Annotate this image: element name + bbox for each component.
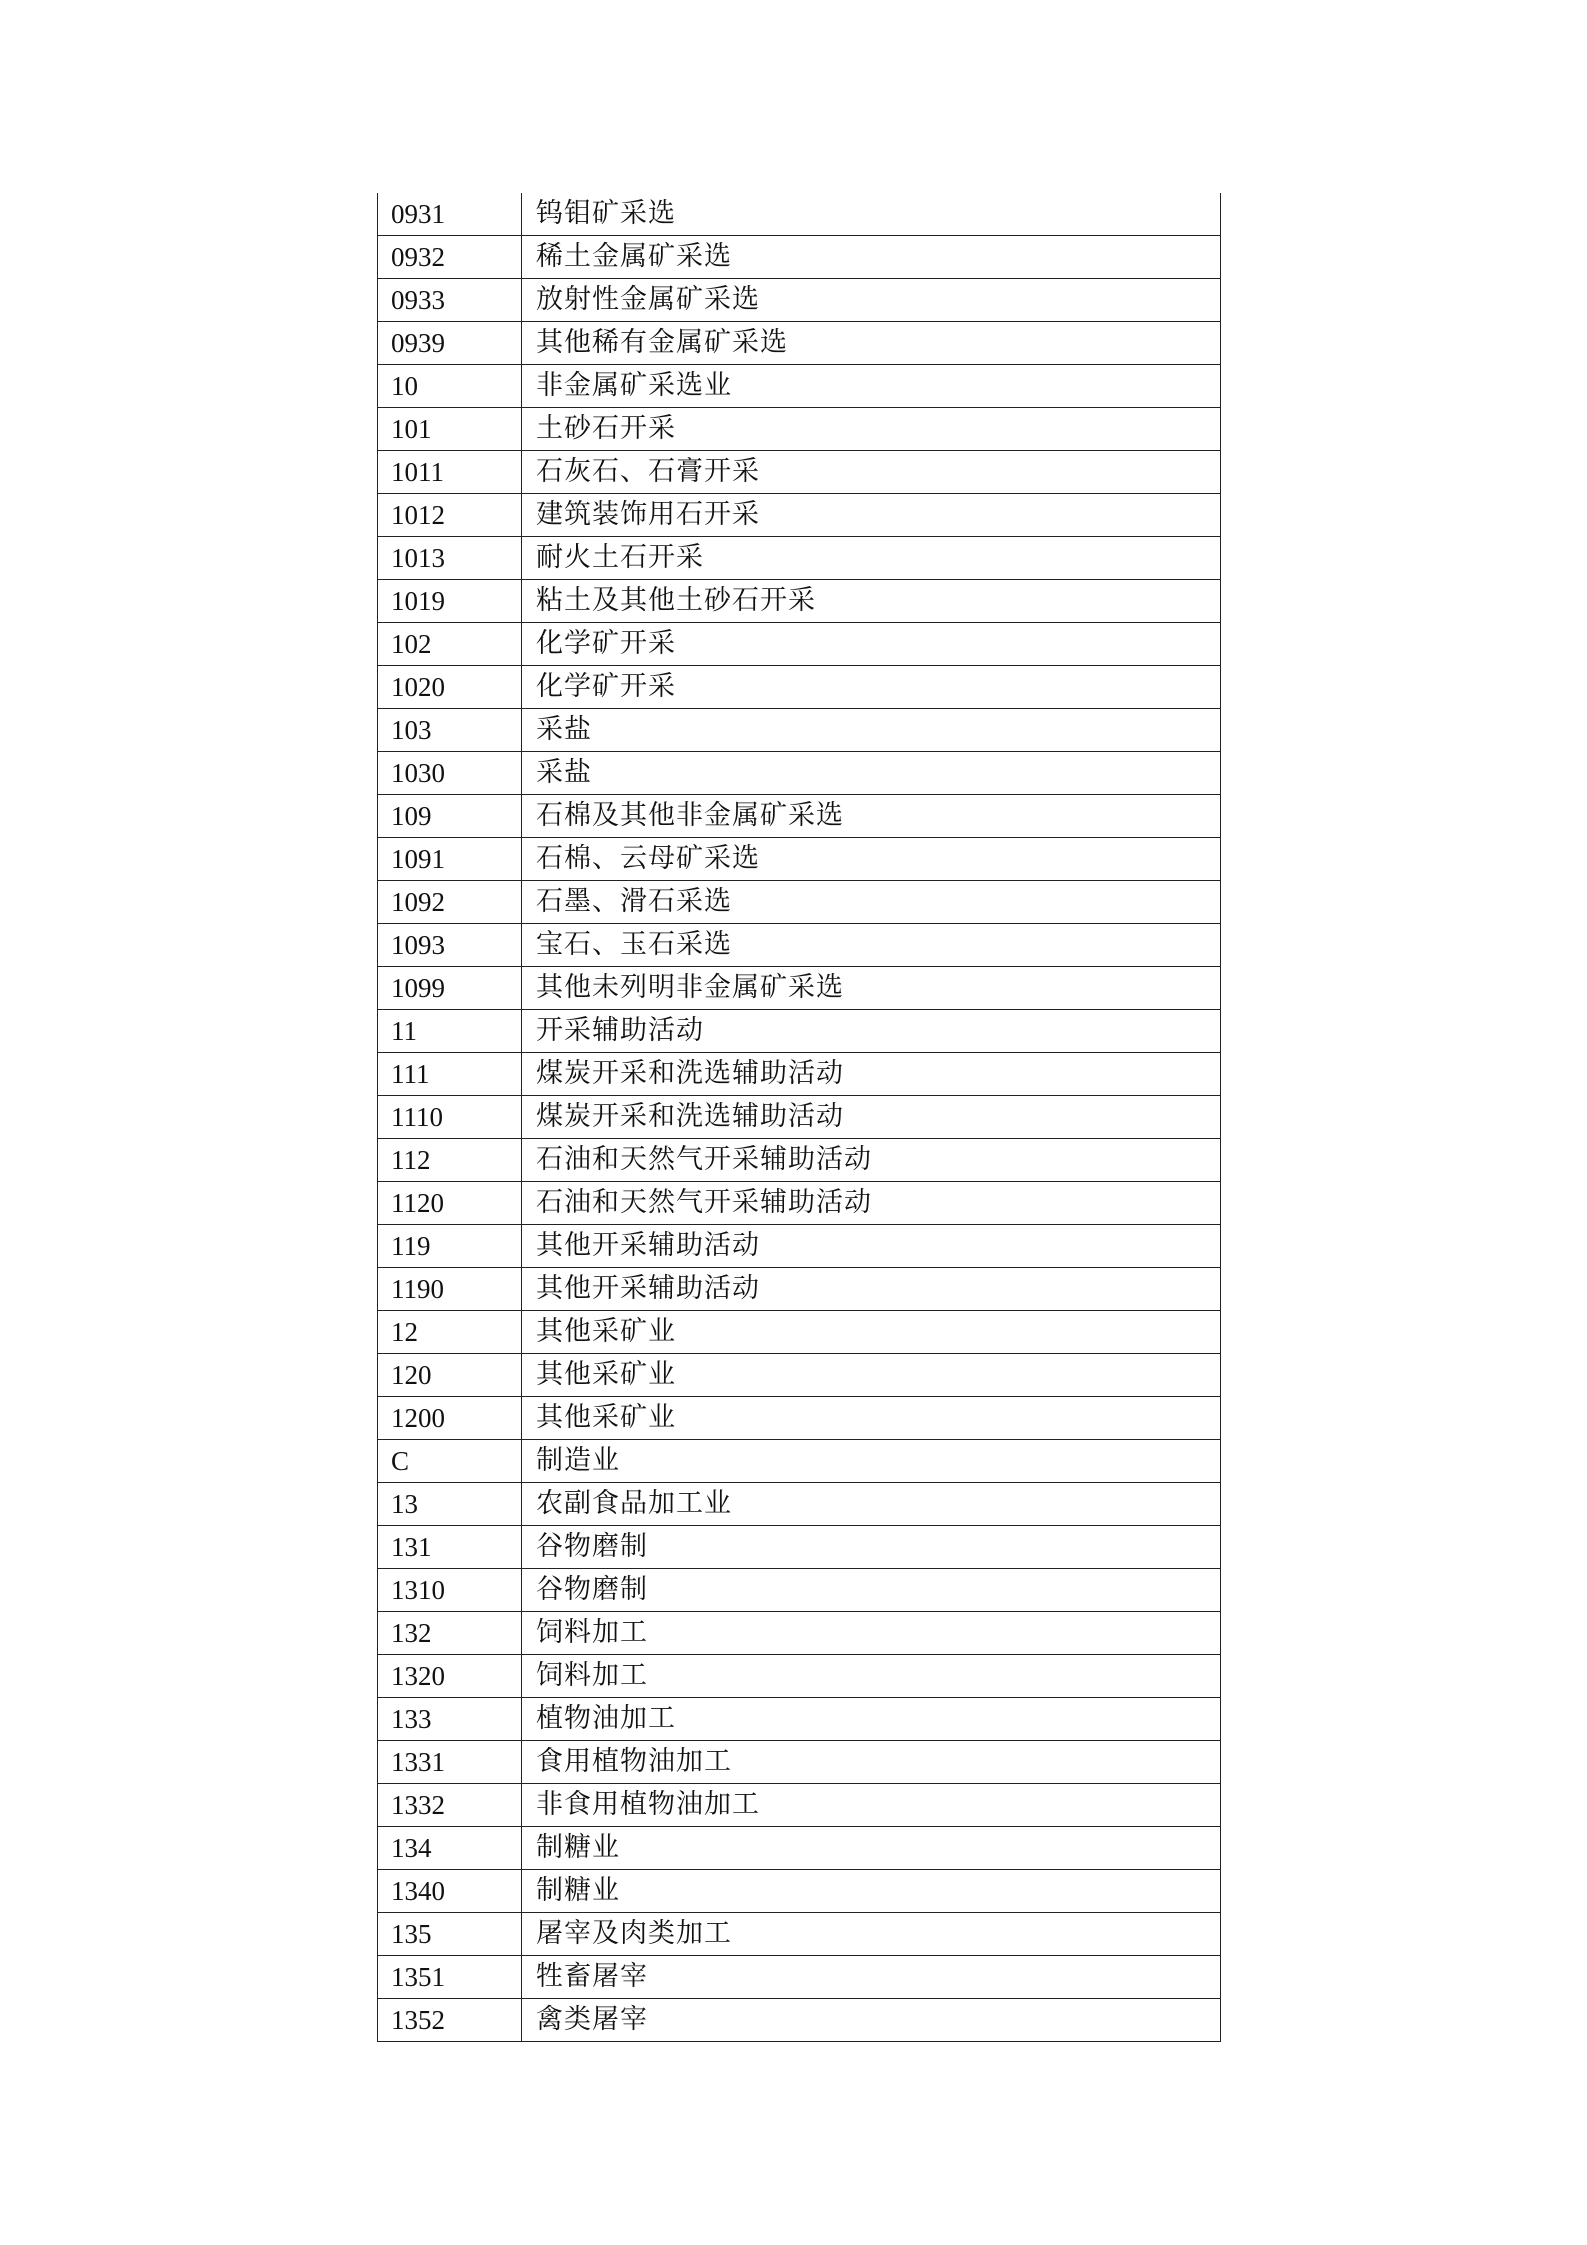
industry-code-cell: 1099 — [378, 967, 522, 1010]
industry-code-cell: 1011 — [378, 451, 522, 494]
industry-code-cell: 112 — [378, 1139, 522, 1182]
industry-code-cell: 1091 — [378, 838, 522, 881]
industry-name-cell: 其他稀有金属矿采选 — [522, 322, 1221, 365]
table-row — [378, 1225, 1221, 1268]
industry-code-cell: 0932 — [378, 236, 522, 279]
industry-code-cell: 1331 — [378, 1741, 522, 1784]
industry-name-cell: 植物油加工 — [522, 1698, 1221, 1741]
industry-name-cell: 制糖业 — [522, 1870, 1221, 1913]
industry-code-cell: 1200 — [378, 1397, 522, 1440]
industry-code-cell: 12 — [378, 1311, 522, 1354]
table-row — [378, 1096, 1221, 1139]
table-row — [378, 709, 1221, 752]
table-row — [378, 838, 1221, 881]
table-row — [378, 924, 1221, 967]
table-row — [378, 580, 1221, 623]
table-row — [378, 1526, 1221, 1569]
industry-name-cell: 非金属矿采选业 — [522, 365, 1221, 408]
industry-name-cell: 禽类屠宰 — [522, 1999, 1221, 2042]
industry-name-cell: 石灰石、石膏开采 — [522, 451, 1221, 494]
industry-name-cell: 石油和天然气开采辅助活动 — [522, 1139, 1221, 1182]
industry-code-cell: 109 — [378, 795, 522, 838]
table-row — [378, 1182, 1221, 1225]
industry-name-cell: 石棉及其他非金属矿采选 — [522, 795, 1221, 838]
industry-name-cell: 稀土金属矿采选 — [522, 236, 1221, 279]
industry-code-cell: 1190 — [378, 1268, 522, 1311]
industry-code-cell: 134 — [378, 1827, 522, 1870]
industry-code-cell: 132 — [378, 1612, 522, 1655]
industry-name-cell: 开采辅助活动 — [522, 1010, 1221, 1053]
industry-code-cell: 135 — [378, 1913, 522, 1956]
industry-code-cell: 1092 — [378, 881, 522, 924]
table-row — [378, 193, 1221, 236]
industry-name-cell: 农副食品加工业 — [522, 1483, 1221, 1526]
table-row — [378, 967, 1221, 1010]
table-row — [378, 881, 1221, 924]
table-row — [378, 408, 1221, 451]
table-row — [378, 1655, 1221, 1698]
industry-name-cell: 土砂石开采 — [522, 408, 1221, 451]
industry-name-cell: 石油和天然气开采辅助活动 — [522, 1182, 1221, 1225]
industry-name-cell: 煤炭开采和洗选辅助活动 — [522, 1096, 1221, 1139]
industry-code-cell: 103 — [378, 709, 522, 752]
table-row — [378, 1268, 1221, 1311]
industry-code-cell: 1332 — [378, 1784, 522, 1827]
industry-name-cell: 制造业 — [522, 1440, 1221, 1483]
industry-name-cell: 牲畜屠宰 — [522, 1956, 1221, 1999]
industry-code-cell: 119 — [378, 1225, 522, 1268]
table-row — [378, 279, 1221, 322]
table-row — [378, 666, 1221, 709]
table-row — [378, 1827, 1221, 1870]
industry-code-cell: 1352 — [378, 1999, 522, 2042]
industry-name-cell: 其他开采辅助活动 — [522, 1225, 1221, 1268]
industry-name-cell: 食用植物油加工 — [522, 1741, 1221, 1784]
table-row — [378, 1440, 1221, 1483]
table-row — [378, 1741, 1221, 1784]
industry-code-cell: 0931 — [378, 193, 522, 236]
industry-name-cell: 谷物磨制 — [522, 1526, 1221, 1569]
industry-name-cell: 其他采矿业 — [522, 1311, 1221, 1354]
industry-name-cell: 耐火土石开采 — [522, 537, 1221, 580]
table-row — [378, 752, 1221, 795]
industry-code-cell: 111 — [378, 1053, 522, 1096]
industry-name-cell: 非食用植物油加工 — [522, 1784, 1221, 1827]
industry-code-cell: 133 — [378, 1698, 522, 1741]
table-row — [378, 1053, 1221, 1096]
industry-code-cell: 13 — [378, 1483, 522, 1526]
table-row — [378, 451, 1221, 494]
industry-name-cell: 粘土及其他土砂石开采 — [522, 580, 1221, 623]
industry-name-cell: 屠宰及肉类加工 — [522, 1913, 1221, 1956]
industry-code-cell: 1340 — [378, 1870, 522, 1913]
table-row — [378, 1311, 1221, 1354]
industry-name-cell: 制糖业 — [522, 1827, 1221, 1870]
table-row — [378, 1913, 1221, 1956]
table-row — [378, 1784, 1221, 1827]
industry-name-cell: 放射性金属矿采选 — [522, 279, 1221, 322]
industry-name-cell: 宝石、玉石采选 — [522, 924, 1221, 967]
industry-code-cell: 1020 — [378, 666, 522, 709]
table-row — [378, 365, 1221, 408]
table-row — [378, 494, 1221, 537]
industry-name-cell: 其他开采辅助活动 — [522, 1268, 1221, 1311]
industry-name-cell: 建筑装饰用石开采 — [522, 494, 1221, 537]
table-row — [378, 1956, 1221, 1999]
table-row — [378, 537, 1221, 580]
industry-code-cell: 1110 — [378, 1096, 522, 1139]
table-row — [378, 1698, 1221, 1741]
table-row — [378, 1612, 1221, 1655]
industry-name-cell: 化学矿开采 — [522, 666, 1221, 709]
industry-code-table — [377, 193, 1221, 2042]
industry-code-cell: 1310 — [378, 1569, 522, 1612]
table-body — [378, 193, 1221, 2042]
industry-code-cell: 1351 — [378, 1956, 522, 1999]
industry-code-cell: 102 — [378, 623, 522, 666]
industry-code-cell: 1120 — [378, 1182, 522, 1225]
industry-name-cell: 饲料加工 — [522, 1612, 1221, 1655]
table-row — [378, 1397, 1221, 1440]
industry-name-cell: 钨钼矿采选 — [522, 193, 1221, 236]
industry-name-cell: 饲料加工 — [522, 1655, 1221, 1698]
industry-code-cell: 101 — [378, 408, 522, 451]
table-row — [378, 1870, 1221, 1913]
table-row — [378, 1139, 1221, 1182]
table-row — [378, 623, 1221, 666]
industry-name-cell: 谷物磨制 — [522, 1569, 1221, 1612]
industry-name-cell: 其他采矿业 — [522, 1397, 1221, 1440]
industry-name-cell: 其他采矿业 — [522, 1354, 1221, 1397]
industry-code-cell: 1320 — [378, 1655, 522, 1698]
table-row — [378, 236, 1221, 279]
industry-code-cell: C — [378, 1440, 522, 1483]
industry-name-cell: 其他未列明非金属矿采选 — [522, 967, 1221, 1010]
industry-code-cell: 1030 — [378, 752, 522, 795]
industry-code-cell: 0939 — [378, 322, 522, 365]
industry-code-cell: 120 — [378, 1354, 522, 1397]
industry-name-cell: 采盐 — [522, 709, 1221, 752]
industry-code-cell: 10 — [378, 365, 522, 408]
table-row — [378, 1569, 1221, 1612]
industry-code-cell: 11 — [378, 1010, 522, 1053]
table-row — [378, 1483, 1221, 1526]
industry-code-cell: 1093 — [378, 924, 522, 967]
table-row — [378, 1999, 1221, 2042]
industry-code-cell: 131 — [378, 1526, 522, 1569]
industry-name-cell: 石棉、云母矿采选 — [522, 838, 1221, 881]
industry-code-cell: 1013 — [378, 537, 522, 580]
industry-code-cell: 1019 — [378, 580, 522, 623]
industry-name-cell: 化学矿开采 — [522, 623, 1221, 666]
table-row — [378, 1354, 1221, 1397]
industry-name-cell: 石墨、滑石采选 — [522, 881, 1221, 924]
industry-code-cell: 1012 — [378, 494, 522, 537]
industry-code-cell: 0933 — [378, 279, 522, 322]
industry-name-cell: 煤炭开采和洗选辅助活动 — [522, 1053, 1221, 1096]
table-row — [378, 795, 1221, 838]
table-row — [378, 322, 1221, 365]
table-row — [378, 1010, 1221, 1053]
industry-name-cell: 采盐 — [522, 752, 1221, 795]
